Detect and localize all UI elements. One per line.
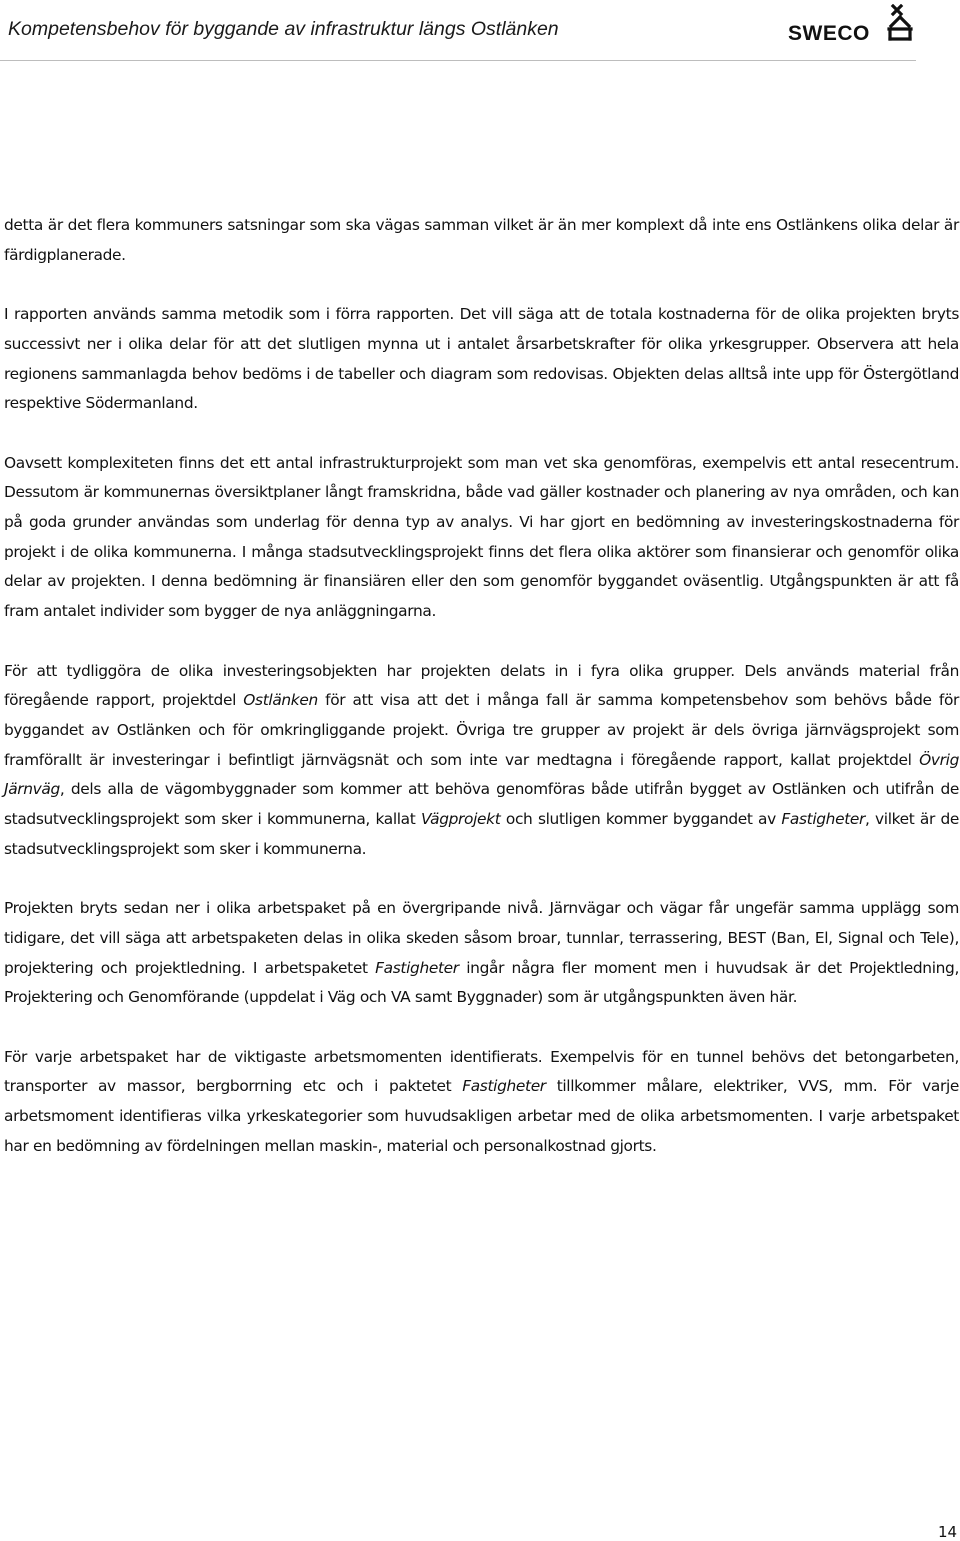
paragraph-2: I rapporten används samma metodik som i förra rapporten. Det vill säga att de totala kostnaderna för de olika projekten bryts successivt ner i olika delar för att det slutligen mynna ut i antalet årsarbetskrafter för olika yrkesgrupper. Observera att hela regionens sammanlagda behov bedöms i de tabeller och diagram som redovisas. Objekten delas alltså inte upp för Östergötland respektive Södermanland.: [4, 305, 959, 413]
paragraph-text: Projekten bryts sedan ner i olika arbetspaket på en övergripande nivå. Järnvägar och vägar får ungefär samma upplägg som tidigare, det vill säga att arbetspaketen delas in olika skeden såsom broar, tunnlar, terrassering, BEST (Ban, El, Signal och Tele), projektering och projektledning. I arbetspaketet: [4, 899, 959, 977]
logo-wordmark: SWECO: [788, 22, 870, 45]
paragraph-4: [4, 657, 959, 865]
sweco-logo: [788, 4, 918, 48]
project-term-fastigheter: Fastigheter: [462, 1077, 546, 1096]
paragraph-text: För varje arbetspaket har de viktigaste arbetsmomenten identifierats. Exempelvis för en tunnel behövs det betongarbeten, transporter av massor, bergborrning etc och i paktetet: [4, 1047, 959, 1096]
paragraph-text: och slutligen kommer byggandet av: [500, 810, 782, 829]
project-term-fastigheter: Fastigheter: [781, 810, 865, 829]
sweco-logo-icon: [885, 4, 915, 44]
paragraph-5: [4, 894, 959, 1013]
project-term-vagprojekt: Vägprojekt: [420, 810, 501, 829]
paragraph-text: ingår några fler moment men i huvudsak är det Projektledning, Projektering och Genomförande (uppdelat i Väg och VA samt Byggnader) som är utgångspunkten även här.: [4, 958, 959, 1007]
project-term-ovrig-jarnvag: Övrig Järnväg: [4, 750, 959, 799]
paragraph-text: , dels alla de vägombyggnader som kommer att behöva genomföras både utifrån bygget av Ostlänken och utifrån de stadsutvecklingsprojekt som sker i kommunerna, kallat: [4, 780, 959, 829]
paragraph-text: tillkommer målare, elektriker, VVS, mm. För varje arbetsmoment identifieras vilka yrkeskategorier som huvudsakligen arbetar med de olika arbetsmomenten. I varje arbetspaket har en bedömning av fördelningen mellan maskin-, material och personalkostnad gjorts.: [4, 1077, 959, 1155]
document-title: Kompetensbehov för byggande av infrastruktur längs Ostlänken: [8, 18, 559, 40]
document-body: [4, 211, 959, 1161]
paragraph-text: För att tydliggöra de olika investeringsobjekten har projekten delats in i fyra olika grupper. Dels används material från föregående rapport, projektdel: [4, 661, 959, 710]
paragraph-text: , vilket är de stadsutvecklingsprojekt som sker i kommunerna.: [4, 810, 960, 858]
page-number: 14: [938, 1523, 958, 1541]
project-term-ostlanken: Ostlänken: [243, 691, 318, 710]
paragraph-text: för att visa att det i många fall är samma kompetensbehov som behövs både för byggandet av Ostlänken och för omkringliggande projekt. Övriga tre grupper av projekt är dels övriga järnvägsprojekt som framförallt är investeringar i befintligt järnvägsnät och som inte var medtagna i föregående rapport, kallat projektdel: [4, 691, 959, 769]
page-header: [0, 0, 960, 62]
header-divider: [0, 60, 916, 61]
paragraph-1: detta är det flera kommuners satsningar som ska vägas samman vilket är än mer komplext då inte ens Ostlänkens olika delar är färdigplanerade.: [4, 216, 959, 264]
paragraph-6: [4, 1043, 959, 1162]
project-term-fastigheter: Fastigheter: [375, 958, 459, 977]
paragraph-3: Oavsett komplexiteten finns det ett antal infrastrukturprojekt som man vet ska genomföras, exempelvis ett antal resecentrum. Dessutom är kommunernas översiktplaner långt framskridna, både vad gäller kostnader och planering av nya områden, och kan på goda grunder användas som underlag för denna typ av analys. Vi har gjort en bedömning av investeringskostnaderna för projekt i de olika kommunerna. I många stadsutvecklingsprojekt finns det flera olika aktörer som finansierar och genomför olika delar av projekten. I denna bedömning är finansiären eller den som genomför byggandet oväsentlig. Utgångspunkten är att få fram antalet individer som bygger de nya anläggningarna.: [4, 453, 959, 621]
